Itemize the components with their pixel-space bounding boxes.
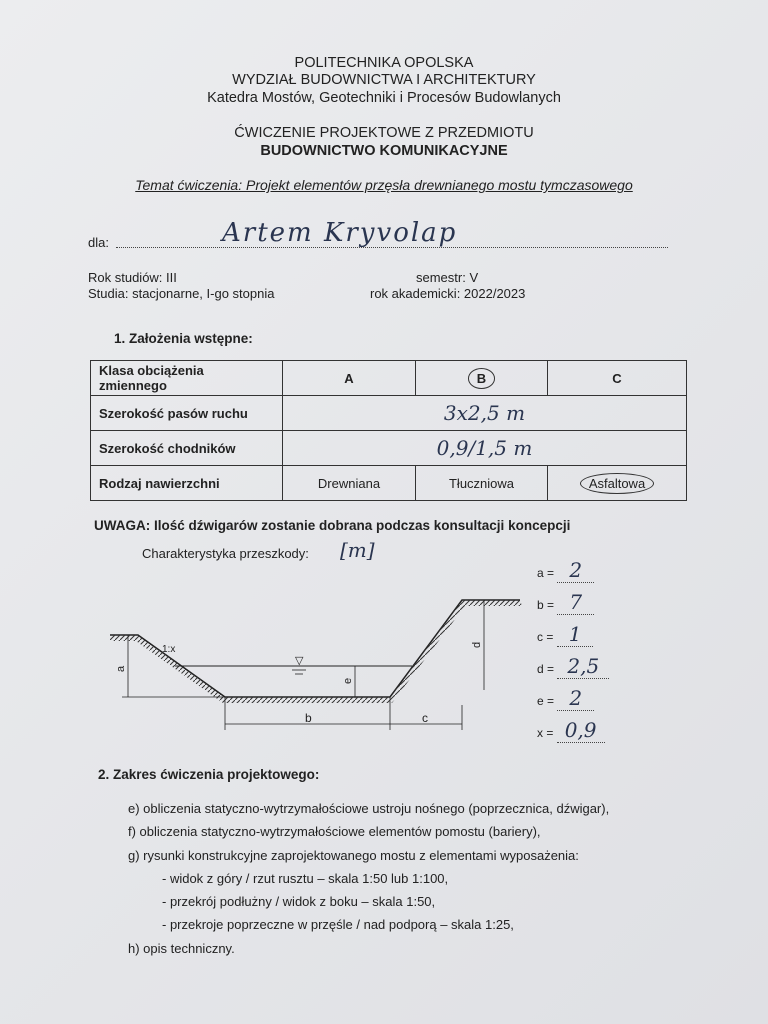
obstacle-diagram — [100, 590, 530, 750]
dim-b: b — [305, 711, 312, 725]
surface-drewniana: Drewniana — [283, 466, 416, 501]
dim-e: e — [342, 677, 354, 684]
list-item: e) obliczenia statyczno-wytrzymałościowe ustroju nośnego (poprzecznica, dźwigar), — [128, 801, 610, 816]
warning-text: UWAGA: Ilość dźwigarów zostanie dobrana podczas konsultacji koncepcji — [94, 518, 571, 533]
value-a: a = 2 — [537, 558, 594, 582]
exercise-title: ĆWICZENIE PROJEKTOWE Z PRZEDMIOTU — [234, 125, 534, 141]
table-row — [91, 396, 687, 431]
student-name: Artem Kryvolap — [222, 218, 458, 248]
dim-a: a — [115, 665, 127, 672]
water-symbol-icon: ▽ — [295, 654, 304, 667]
table-row — [91, 466, 687, 501]
row-label: Klasa obciążenia zmiennego — [91, 361, 283, 396]
sidewalk-width-value: 0,9/1,5 m — [283, 431, 687, 466]
load-class-b — [416, 361, 548, 396]
rok-studiow: Rok studiów: III — [88, 270, 177, 285]
row-label: Szerokość pasów ruchu — [91, 396, 283, 431]
row-label: Rodzaj nawierzchni — [91, 466, 283, 501]
value-d: d = 2,5 — [537, 654, 609, 678]
dim-c: c — [422, 711, 428, 725]
dim-d: d — [471, 641, 483, 648]
list-item: g) rysunki konstrukcyjne zaprojektowanego mostu z elementami wyposażenia: — [128, 848, 579, 863]
value-e: e = 2 — [537, 686, 594, 710]
rok-akademicki: rok akademicki: 2022/2023 — [370, 286, 526, 301]
value-x: x = 0,9 — [537, 718, 605, 742]
selected-circle: B — [468, 368, 495, 389]
obstacle-unit: [m] — [340, 538, 375, 562]
load-class-a: A — [283, 361, 416, 396]
slope-label: 1:x — [162, 644, 176, 655]
lane-width-value: 3x2,5 m — [283, 396, 687, 431]
table-row — [91, 431, 687, 466]
table-row — [91, 361, 687, 396]
subject-title: BUDOWNICTWO KOMUNIKACYJNE — [260, 143, 508, 159]
list-item: h) opis techniczny. — [128, 941, 235, 956]
dla-label: dla: — [88, 235, 109, 250]
topic: Temat ćwiczenia: Projekt elementów przęsła drewnianego mostu tymczasowego — [135, 177, 633, 193]
selected-circle: Asfaltowa — [580, 473, 654, 494]
semestr: semestr: V — [416, 270, 479, 285]
faculty-name: WYDZIAŁ BUDOWNICTWA I ARCHITEKTURY — [232, 72, 536, 88]
assumptions-table — [90, 360, 687, 501]
surface-tluczniowa: Tłuczniowa — [416, 466, 548, 501]
department-name: Katedra Mostów, Geotechniki i Procesów Budowlanych — [207, 90, 561, 106]
university-name: POLITECHNIKA OPOLSKA — [294, 55, 474, 71]
list-item: - przekroje poprzeczne w przęśle / nad podporą – skala 1:25, — [162, 917, 514, 932]
section2-title: 2. Zakres ćwiczenia projektowego: — [98, 767, 320, 782]
value-c: c = 1 — [537, 622, 593, 646]
list-item: - przekrój podłużny / widok z boku – skala 1:50, — [162, 894, 436, 909]
studia: Studia: stacjonarne, I-go stopnia — [88, 286, 275, 301]
row-label: Szerokość chodników — [91, 431, 283, 466]
value-b: b = 7 — [537, 590, 594, 614]
list-item: - widok z góry / rzut rusztu – skala 1:50 lub 1:100, — [162, 871, 449, 886]
surface-asfaltowa — [548, 466, 687, 501]
load-class-c: C — [548, 361, 687, 396]
list-item: f) obliczenia statyczno-wytrzymałościowe elementów pomostu (bariery), — [128, 824, 541, 839]
obstacle-label: Charakterystyka przeszkody: — [142, 546, 309, 561]
section1-title: 1. Założenia wstępne: — [114, 331, 253, 346]
